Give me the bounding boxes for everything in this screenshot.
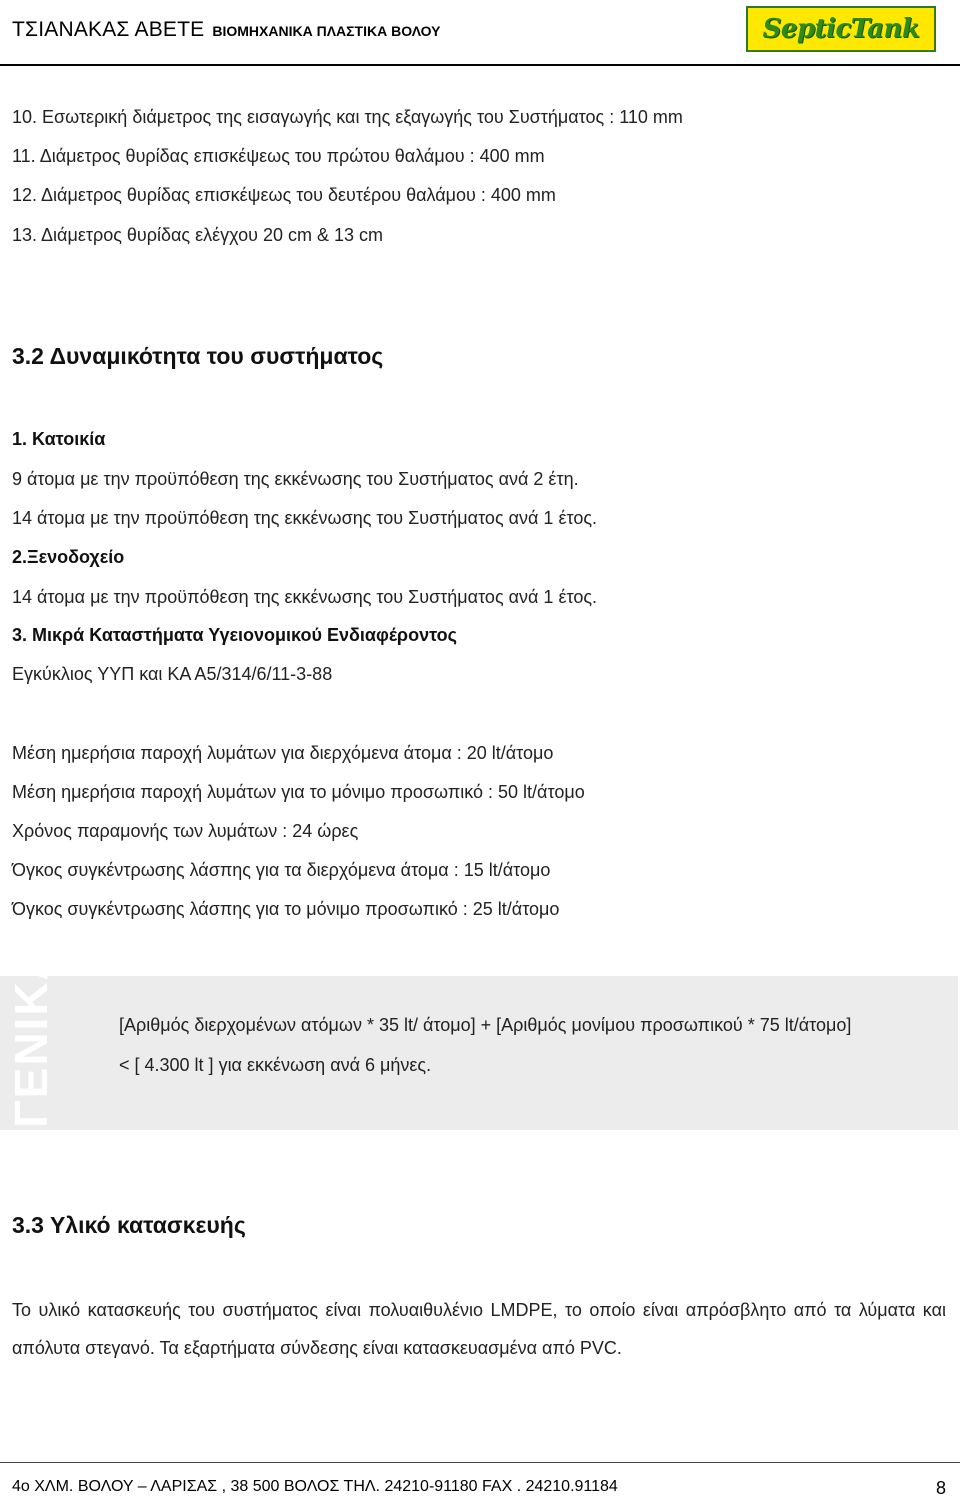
shops-title: 3. Μικρά Καταστήματα Υγειονομικού Ενδιαφέροντος: [12, 625, 457, 645]
house-title: 1. Κατοικία: [12, 429, 106, 449]
section-material-title: 3.3 Υλικό κατασκευής: [12, 1212, 246, 1238]
spec-item: 12. Διάμετρος θυρίδας επισκέψεως του δευτέρου θαλάμου : 400 mm: [12, 185, 556, 205]
formula-line: < [ 4.300 lt ] για εκκένωση ανά 6 μήνες.: [119, 1055, 432, 1075]
spec-item: 11. Διάμετρος θυρίδας επισκέψεως του πρώτου θαλάμου : 400 mm: [12, 146, 545, 166]
formula-band: [0, 976, 958, 1130]
circular-reference: Εγκύκλιος ΥΥΠ και ΚΑ Α5/314/6/11-3-88: [12, 664, 333, 684]
spec-item: 13. Διάμετρος θυρίδας ελέγχου 20 cm & 13 cm: [12, 225, 383, 245]
company-name: ΤΣΙΑΝΑΚΑΣ ΑΒΕΤΕ: [12, 18, 205, 41]
rate-line: Όγκος συγκέντρωσης λάσπης για το μόνιμο προσωπικό : 25 lt/άτομο: [12, 899, 560, 919]
header-divider: [0, 64, 960, 66]
rate-line: Μέση ημερήσια παροχή λυμάτων για διερχόμενα άτομα : 20 lt/άτομο: [12, 743, 554, 763]
company-header: [12, 18, 441, 42]
hotel-line: 14 άτομα με την προϋπόθεση της εκκένωσης του Συστήματος ανά 1 έτος.: [12, 587, 598, 607]
logo-text: SepticTank: [762, 14, 920, 44]
spec-item: 10. Εσωτερική διάμετρος της εισαγωγής και της εξαγωγής του Συστήματος : 110 mm: [12, 107, 683, 127]
footer-divider: [0, 1462, 960, 1463]
rate-line: Χρόνος παραμονής των λυμάτων : 24 ώρες: [12, 821, 359, 841]
hotel-title: 2.Ξενοδοχείο: [12, 547, 125, 567]
rate-line: Μέση ημερήσια παροχή λυμάτων για το μόνιμο προσωπικό : 50 lt/άτομο: [12, 782, 585, 802]
material-paragraph: Το υλικό κατασκευής του συστήματος είναι πολυαιθυλένιο LMDPE, το οποίο είναι απρόσβλητο από τα λύματα και απόλυτα στεγανό. Τα εξαρτήματα σύνδεσης είναι κατασκευασμένα από PVC.: [12, 1300, 946, 1358]
formula-line: [Αριθμός διερχομένων ατόμων * 35 lt/ άτομο] + [Αριθμός μονίμου προσωπικού * 75 lt/άτομο]: [119, 1015, 852, 1035]
septic-tank-logo: [746, 6, 936, 52]
company-subtitle: ΒΙΟΜΗΧΑΝΙΚΑ ΠΛΑΣΤΙΚΑ ΒΟΛΟΥ: [212, 23, 441, 39]
side-label-genika: ΓΕΝΙΚΑ: [5, 945, 57, 1128]
footer-address: 4ο ΧΛΜ. ΒΟΛΟΥ – ΛΑΡΙΣΑΣ , 38 500 ΒΟΛΟΣ ΤΗΛ. 24210-91180 FAX . 24210.91184: [12, 1478, 618, 1495]
house-line: 9 άτομα με την προϋπόθεση της εκκένωσης του Συστήματος ανά 2 έτη.: [12, 469, 579, 489]
page-number: 8: [936, 1478, 947, 1498]
rate-line: Όγκος συγκέντρωσης λάσπης για τα διερχόμενα άτομα : 15 lt/άτομο: [12, 860, 551, 880]
house-line: 14 άτομα με την προϋπόθεση της εκκένωσης του Συστήματος ανά 1 έτος.: [12, 508, 598, 528]
section-capacity-title: 3.2 Δυναμικότητα του συστήματος: [12, 343, 384, 369]
